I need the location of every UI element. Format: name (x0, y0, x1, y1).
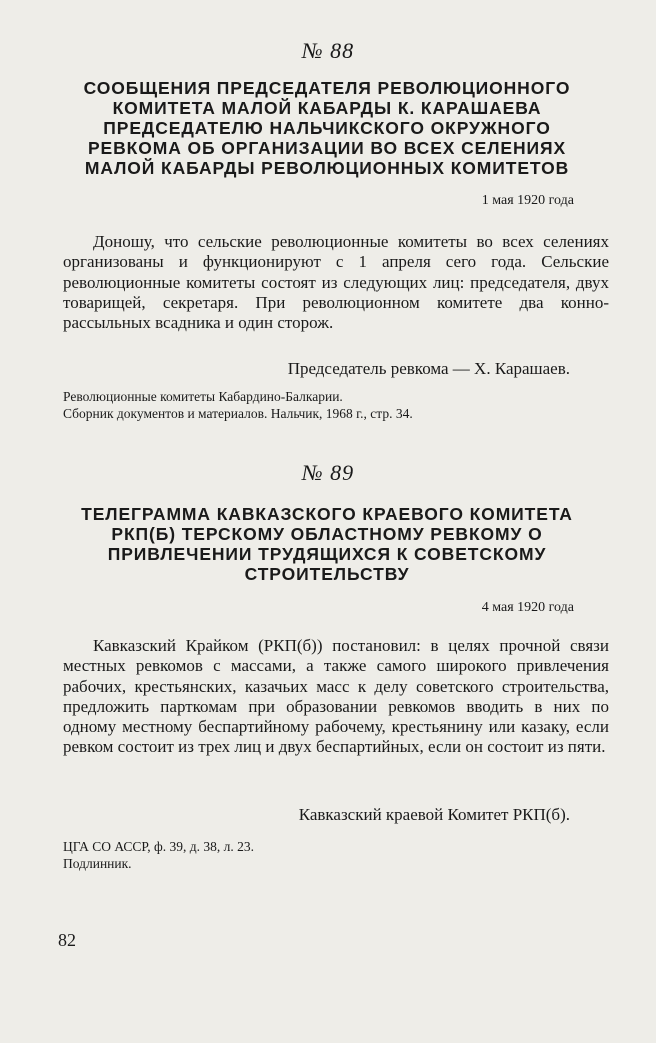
doc-89-source (63, 838, 609, 872)
doc-88-title: СООБЩЕНИЯ ПРЕДСЕДАТЕЛЯ РЕВОЛЮЦИОННОГО КОМИТЕТА МАЛОЙ КАБАРДЫ К. КАРАШАЕВА ПРЕДСЕДАТЕЛЮ НАЛЬЧИКСКОГО ОКРУЖНОГО РЕВКОМА ОБ ОРГАНИЗАЦИИ ВО ВСЕХ СЕЛЕНИЯХ МАЛОЙ КАБАРДЫ РЕВОЛЮЦИОННЫХ КОМИТЕТОВ (83, 78, 571, 178)
doc-88-signature: Председатель ревкома — Х. Карашаев. (287, 359, 570, 378)
doc-89-signature: Кавказский краевой Комитет РКП(б). (298, 805, 570, 824)
doc-88-source-line: Революционные комитеты Кабардино-Балкарии. (63, 389, 343, 404)
doc-88-date: 1 мая 1920 года (481, 193, 574, 208)
doc-89-source-line: ЦГА СО АССР, ф. 39, д. 38, л. 23. (63, 839, 254, 854)
doc-88-number: № 88 (301, 38, 355, 63)
doc-89-body: Кавказский Крайком (РКП(б)) постановил: в целях прочной связи местных ревкомов с массами, а также самого широкого привлечения рабочих, крестьянских, казачьих масс к делу советского строительства, предложить парткомам при образовании ревкомов вводить в них по одному местному беспартийному рабочему, крестьянину или казаку, если ревком состоит из трех лиц и двух беспартийных, если он состоит из пяти. (63, 636, 609, 757)
doc-88-source (63, 388, 609, 422)
doc-88-body: Доношу, что сельские революционные комитеты во всех селениях организованы и функционируют с 1 апреля сего года. Сельские революционные комитеты состоят из следующих лиц: председателя, двух товарищей, секретаря. При революционном комитете два конно-рассыльных всадника и один сторож. (63, 232, 609, 333)
doc-88-source-line: Сборник документов и материалов. Нальчик, 1968 г., стр. 34. (63, 406, 413, 421)
doc-89-number: № 89 (301, 460, 355, 485)
doc-89-source-line: Подлинник. (63, 856, 132, 871)
page-number: 82 (58, 930, 76, 950)
doc-89-date: 4 мая 1920 года (481, 600, 574, 615)
doc-89-title: ТЕЛЕГРАММА КАВКАЗСКОГО КРАЕВОГО КОМИТЕТА РКП(Б) ТЕРСКОМУ ОБЛАСТНОМУ РЕВКОМУ О ПРИВЛЕЧЕНИИ ТРУДЯЩИХСЯ К СОВЕТСКОМУ СТРОИТЕЛЬСТВУ (81, 504, 573, 584)
